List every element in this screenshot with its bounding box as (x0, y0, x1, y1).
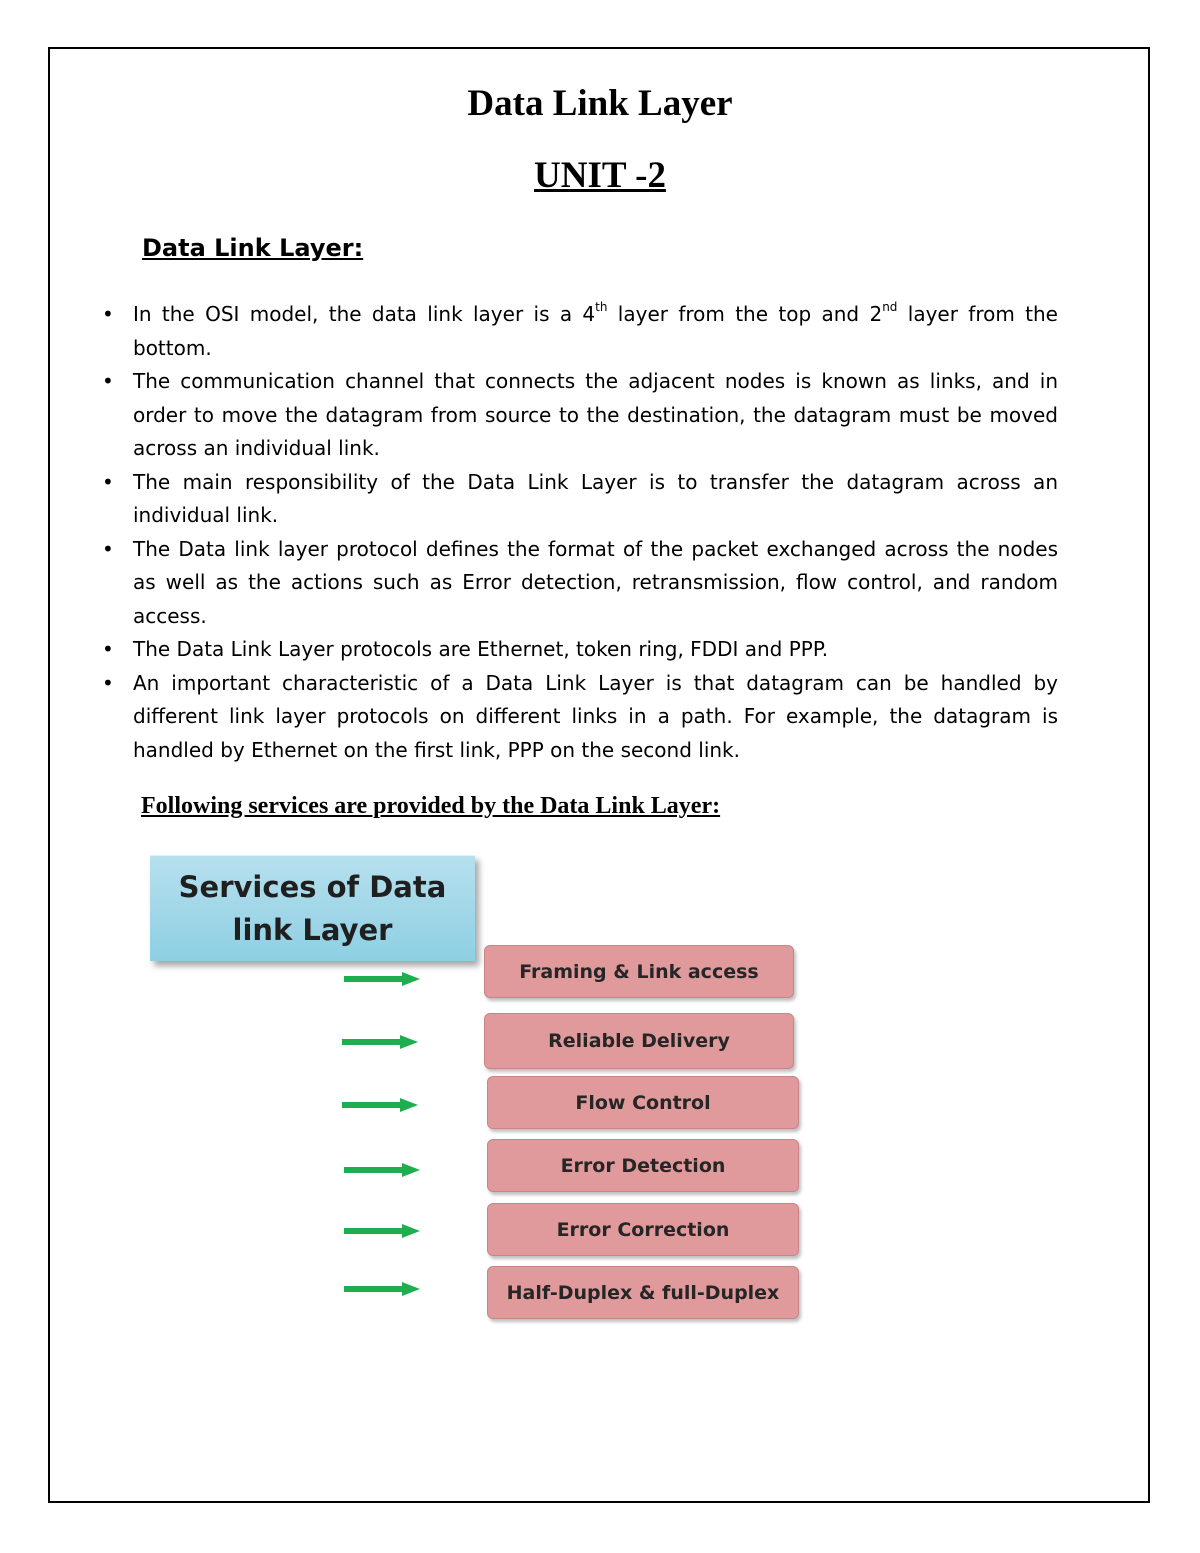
bullet-item: • An important characteristic of a Data Link Layer is that datagram can be handled by different link layer protocols on different links in a path. For example, the datagram is handled by Ethernet on the first link, PPP on the second link. (100, 667, 1058, 768)
bullet-item: • The Data link layer protocol defines the format of the packet exchanged across the nodes as well as the actions such as Error detection, retransmission, flow control, and random access. (100, 533, 1058, 634)
superscript: th (595, 300, 608, 314)
service-error-detection: Error Detection (487, 1139, 799, 1192)
bullet-item: • The communication channel that connects the adjacent nodes is known as links, and in order to move the datagram from source to the destination, the datagram must be moved across an individual link. (100, 365, 1058, 466)
arrow-right-icon (344, 1163, 420, 1177)
services-header-line-2: link Layer (232, 912, 393, 947)
service-error-correction: Error Correction (487, 1203, 799, 1256)
bullet-item: • The main responsibility of the Data Link Layer is to transfer the datagram across an individual link. (100, 466, 1058, 533)
services-header-text (178, 866, 448, 952)
services-header-line-1: Services of Data (178, 869, 447, 904)
service-flow-control: Flow Control (487, 1076, 799, 1129)
arrow-right-icon (344, 1282, 420, 1296)
arrow-right-icon (342, 1098, 418, 1112)
bullet-list (100, 298, 1058, 767)
document-title: Data Link Layer (467, 83, 733, 124)
bullet-text: layer from the bottom. (133, 302, 1058, 360)
bullet-text: In the OSI model, the data link layer is a 4 (133, 302, 596, 326)
arrow-right-icon (342, 1035, 418, 1049)
services-header-box (150, 855, 475, 961)
arrow-right-icon (344, 972, 420, 986)
arrow-right-icon (344, 1224, 420, 1238)
superscript: nd (882, 300, 898, 314)
bullet-item: • The Data Link Layer protocols are Ethernet, token ring, FDDI and PPP. (100, 633, 1058, 667)
services-heading: Following services are provided by the Data Link Layer: (141, 793, 721, 819)
section-heading: Data Link Layer: (142, 234, 364, 262)
service-half-full-duplex: Half-Duplex & full-Duplex (487, 1266, 799, 1319)
service-framing-link-access: Framing & Link access (484, 945, 794, 998)
bullet-text: layer from the top and 2 (607, 302, 883, 326)
service-reliable-delivery: Reliable Delivery (484, 1013, 794, 1069)
unit-heading: UNIT -2 (534, 155, 666, 196)
bullet-item (100, 298, 1058, 365)
